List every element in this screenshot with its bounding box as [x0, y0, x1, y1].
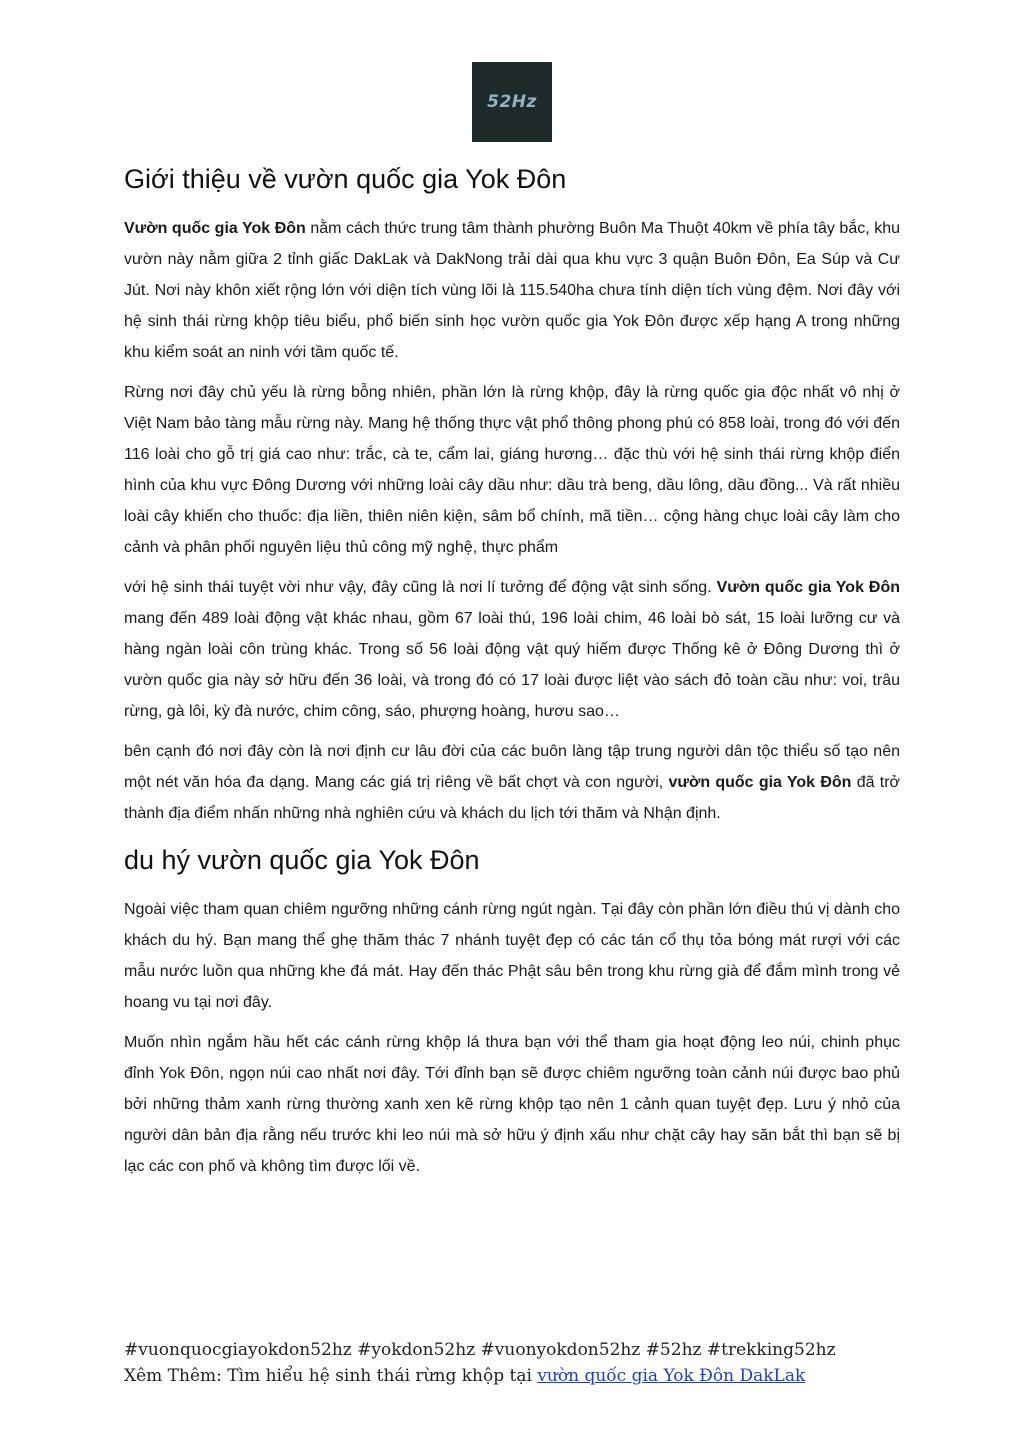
paragraph-intro-3 — [124, 572, 900, 727]
footer — [124, 1337, 924, 1389]
section-title-travel: du hý vườn quốc gia Yok Đôn — [124, 845, 480, 875]
paragraph-text: bên cạnh đó nơi đây còn là nơi định cư lâu đời của các buôn làng tập trung người dân tộc thiểu số tạo nên một nét văn hóa đa dạng. Mang các giá trị riêng về bất chợt và con người, — [124, 743, 900, 791]
paragraph-intro-2: Rừng nơi đây chủ yếu là rừng bỗng nhiên, phần lớn là rừng khộp, đây là rừng quốc gia độc nhất vô nhị ở Việt Nam bảo tàng mẫu rừng này. Mang hệ thống thực vật phổ thông phong phú có 858 loài, trong đó với đến 116 loài cho gỗ trị giá cao như: trắc, cà te, cẩm lai, giáng hương… đặc thù với hệ sinh thái rừng khộp điển hình của khu vực Đông Dương với những loài cây dầu như: dầu trà beng, dầu lông, dầu đồng... Và rất nhiều loài cây khiến cho thuốc: địa liền, thiên niên kiện, sâm bổ chính, mã tiền… cộng hàng chục loài cây làm cho cảnh và phân phối nguyên liệu thủ công mỹ nghệ, thực phẩm — [124, 384, 900, 556]
paragraph-text: nằm cách thức trung tâm thành phường Buôn Ma Thuột 40km về phía tây bắc, khu vườn này nằm giữa 2 tỉnh giấc DakLak và DakNong trải dài qua khu vực 3 quận Buôn Đôn, Ea Súp và Cư Jút. Nơi này khôn xiết rộng lớn với diện tích vùng lõi là 115.540ha chưa tính diện tích vùng đệm. Nơi đây với hệ sinh thái rừng khộp tiêu biểu, phổ biến sinh học vườn quốc gia Yok Đôn được xếp hạng A trong những khu kiểm soát an ninh với tầm quốc tế. — [124, 220, 900, 361]
paragraph-travel-2: Muốn nhìn ngắm hầu hết các cánh rừng khộp lá thưa bạn với thể tham gia hoạt động leo núi, chinh phục đỉnh Yok Đôn, ngọn núi cao nhất nơi đây. Tới đỉnh bạn sẽ được chiêm ngưỡng toàn cảnh núi được bao phủ bởi những thảm xanh rừng thường xanh xen kẽ rừng khộp tạo nên 1 cảnh quan tuyệt đẹp. Lưu ý nhỏ của người dân bản địa rằng nếu trước khi leo núi mà sở hữu ý định xấu như chặt cây hay săn bắt thì bạn sẽ bị lạc các con phố và không tìm được lối về. — [124, 1034, 900, 1175]
see-more-line — [124, 1363, 924, 1389]
bold-park-name: Vườn quốc gia Yok Đôn — [716, 579, 900, 596]
section-title-intro: Giới thiệu về vườn quốc gia Yok Đôn — [124, 164, 567, 194]
bold-park-name: vườn quốc gia Yok Đôn — [668, 774, 852, 791]
paragraph-travel-1: Ngoài việc tham quan chiêm ngưỡng những cánh rừng ngút ngàn. Tại đây còn phần lớn điều thú vị dành cho khách du hý. Bạn mang thể ghẹ thăm thác 7 nhánh tuyệt đẹp có các tán cổ thụ tỏa bóng mát rượi với các mẫu nước luồn qua những khe đá mát. Hay đến thác Phật sâu bên trong khu rừng già để đắm mình trong vẻ hoang vu tại nơi đây. — [124, 901, 900, 1011]
paragraph-text: với hệ sinh thái tuyệt vời như vậy, đây cũng là nơi lí tưởng để động vật sinh sống. — [124, 579, 717, 596]
paragraph-text: đã trở thành địa điểm nhấn những nhà nghiên cứu và khách du lịch tới thăm và Nhận định. — [124, 774, 901, 822]
see-more-prefix: Xêm Thêm: Tìm hiểu hệ sinh thái rừng khộp tại — [124, 1366, 538, 1386]
paragraph-intro-4 — [124, 736, 900, 829]
paragraph-intro-1 — [124, 213, 900, 368]
brand-logo — [472, 62, 552, 142]
see-more-link[interactable]: vườn quốc gia Yok Đôn DakLak — [537, 1366, 806, 1386]
bold-park-name: Vườn quốc gia Yok Đôn — [124, 220, 306, 237]
article-body — [124, 160, 900, 1191]
hashtags: #vuonquocgiayokdon52hz #yokdon52hz #vuonyokdon52hz #52hz #trekking52hz — [124, 1340, 836, 1360]
paragraph-text: mang đến 489 loài động vật khác nhau, gồm 67 loài thú, 196 loài chim, 46 loài bò sát, 15 loài lưỡng cư và hàng ngàn loài côn trùng khác. Trong số 56 loài động vật quý hiếm được Thống kê ở Đông Dương thì ở vườn quốc gia này sở hữu đến 36 loài, và trong đó có 17 loài được liệt vào sách đỏ toàn cầu như: voi, trâu rừng, gà lôi, kỳ đà nước, chim công, sáo, phượng hoàng, hươu sao… — [124, 610, 900, 720]
logo-text: 52Hz — [487, 92, 537, 112]
